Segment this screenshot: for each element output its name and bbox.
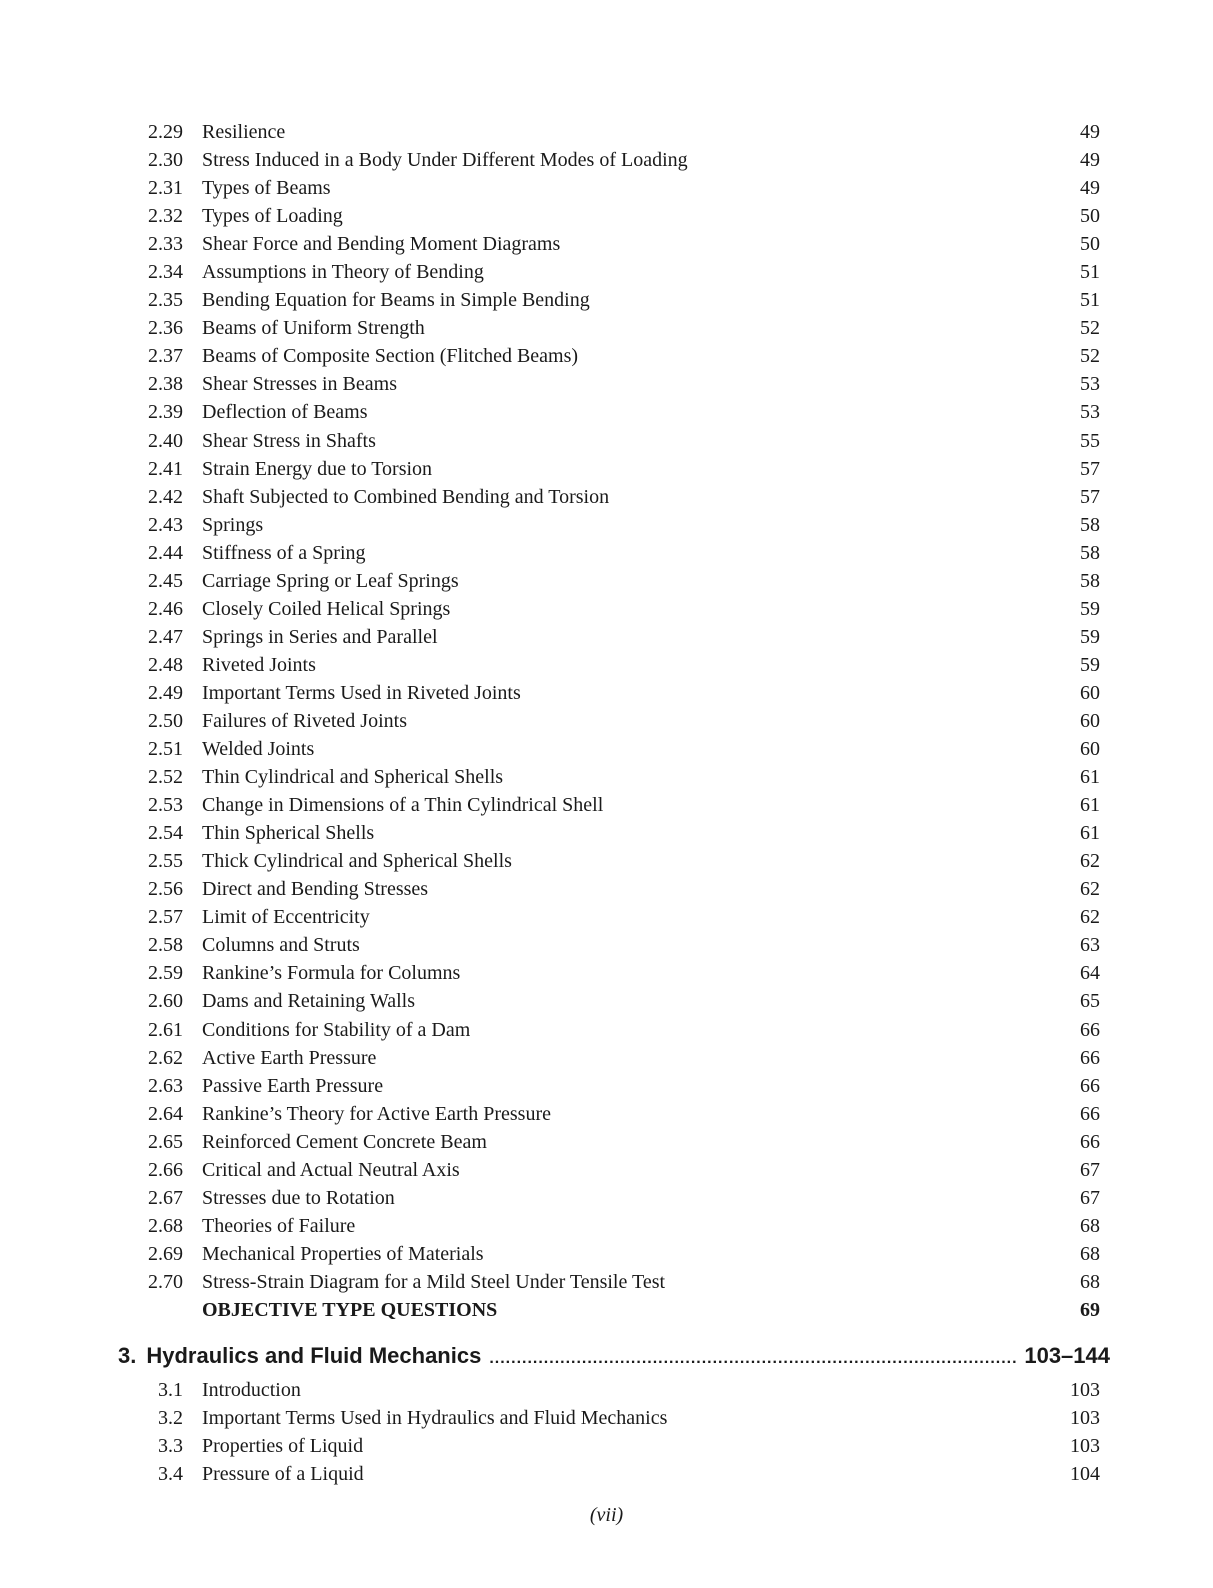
entry-title: Shear Stresses in Beams — [202, 373, 397, 396]
toc-entry — [0, 1072, 1213, 1100]
entry-title: Columns and Struts — [202, 934, 360, 957]
entry-title: Thick Cylindrical and Spherical Shells — [202, 850, 512, 873]
toc-entry — [0, 959, 1213, 987]
toc-entry — [0, 483, 1213, 511]
entry-number: 2.43 — [148, 513, 183, 536]
entry-title: Thin Cylindrical and Spherical Shells — [202, 766, 504, 789]
entry-page: 57 — [1080, 457, 1100, 480]
entry-number: 2.54 — [148, 822, 183, 845]
entry-title: Rankine’s Formula for Columns — [202, 962, 461, 985]
entry-number: 2.30 — [148, 149, 183, 172]
entry-title: Assumptions in Theory of Bending — [202, 261, 484, 284]
entry-title: Rankine’s Theory for Active Earth Pressure — [202, 1102, 551, 1125]
entry-page: 52 — [1080, 317, 1100, 340]
entry-title: Beams of Composite Section (Flitched Beams) — [202, 345, 579, 368]
entry-number: 3.3 — [158, 1435, 183, 1458]
toc-entry — [0, 1404, 1213, 1432]
toc-entry — [0, 1128, 1213, 1156]
entry-title: Shear Stress in Shafts — [202, 429, 376, 452]
toc-entry — [0, 1100, 1213, 1128]
entry-number: 2.34 — [148, 261, 183, 284]
entry-page: 61 — [1080, 822, 1100, 845]
entry-title: Mechanical Properties of Materials — [202, 1242, 484, 1265]
toc-entry — [0, 539, 1213, 567]
entry-number: 3.2 — [158, 1407, 183, 1430]
entry-page: 104 — [1070, 1463, 1100, 1486]
entry-number: 2.36 — [148, 317, 183, 340]
entry-title: Introduction — [202, 1379, 301, 1401]
entry-title: Resilience — [202, 121, 286, 143]
chapter-entries — [0, 1376, 1213, 1488]
chapter-heading — [118, 1340, 1110, 1372]
entry-title: Beams of Uniform Strength — [202, 317, 425, 340]
entry-page: 66 — [1080, 1018, 1100, 1041]
entry-title: Types of Beams — [202, 177, 331, 200]
page-number-footer: (vii) — [589, 1504, 624, 1526]
entry-page: 68 — [1080, 1214, 1100, 1237]
entry-page: 60 — [1080, 681, 1100, 704]
entry-number: 2.51 — [148, 738, 183, 761]
entry-title: Shaft Subjected to Combined Bending and Torsion — [202, 485, 610, 508]
toc-entry — [0, 370, 1213, 398]
entry-page: 58 — [1080, 569, 1100, 592]
entry-number: 2.61 — [148, 1018, 183, 1041]
entry-title: Carriage Spring or Leaf Springs — [202, 569, 459, 592]
entry-number: 2.45 — [148, 569, 183, 592]
entry-title: Important Terms Used in Riveted Joints — [202, 681, 521, 704]
toc-entry — [0, 987, 1213, 1015]
entry-number: 2.70 — [148, 1270, 183, 1293]
entry-number: 2.37 — [148, 345, 183, 368]
entry-number: 2.55 — [148, 850, 183, 873]
entry-number: 2.66 — [148, 1158, 183, 1181]
entry-page: 49 — [1080, 177, 1100, 200]
entry-title: Failures of Riveted Joints — [202, 709, 407, 732]
entry-title: Strain Energy due to Torsion — [202, 457, 433, 480]
entry-page: 62 — [1080, 878, 1100, 901]
toc-entry — [0, 427, 1213, 455]
entry-number: 2.63 — [148, 1074, 183, 1097]
entry-title: Change in Dimensions of a Thin Cylindrical Shell — [202, 794, 604, 817]
toc-entry — [0, 258, 1213, 286]
entry-title: Stress-Strain Diagram for a Mild Steel Under Tensile Test — [202, 1270, 666, 1293]
entry-page: 65 — [1080, 990, 1100, 1013]
entry-page: 61 — [1080, 766, 1100, 789]
entry-title: Springs in Series and Parallel — [202, 625, 438, 648]
entry-page: 62 — [1080, 850, 1100, 873]
entry-number: 2.64 — [148, 1102, 183, 1125]
entry-page: 53 — [1080, 373, 1100, 396]
entry-number: 2.60 — [148, 990, 183, 1013]
entry-title: Closely Coiled Helical Springs — [202, 597, 451, 620]
entry-title: Critical and Actual Neutral Axis — [202, 1158, 460, 1181]
toc-entry — [0, 1044, 1213, 1072]
entry-number: 2.38 — [148, 373, 183, 396]
entry-number: 2.32 — [148, 205, 183, 228]
toc-entry — [0, 1212, 1213, 1240]
toc-entry — [0, 1016, 1213, 1044]
entry-title: Dams and Retaining Walls — [202, 990, 415, 1013]
entry-number: 2.56 — [148, 878, 183, 901]
toc-entry — [0, 1376, 1213, 1404]
entry-number: 2.53 — [148, 794, 183, 817]
toc-entry — [0, 875, 1213, 903]
toc-entry — [0, 202, 1213, 230]
entry-number: 2.58 — [148, 934, 183, 957]
entry-page: 66 — [1080, 1046, 1100, 1069]
entry-page: 49 — [1080, 121, 1100, 143]
toc-entry — [0, 567, 1213, 595]
entry-page: 50 — [1080, 233, 1100, 256]
entry-page: 64 — [1080, 962, 1100, 985]
entry-number: 2.33 — [148, 233, 183, 256]
entry-page: 59 — [1080, 625, 1100, 648]
entry-number: 2.67 — [148, 1186, 183, 1209]
entry-title: Properties of Liquid — [202, 1435, 364, 1458]
entry-page: 66 — [1080, 1130, 1100, 1153]
toc-entry — [0, 398, 1213, 426]
entry-title: Important Terms Used in Hydraulics and Fluid Mechanics — [202, 1407, 668, 1430]
toc-entry — [0, 286, 1213, 314]
entry-title: Reinforced Cement Concrete Beam — [202, 1130, 487, 1153]
toc-entry — [0, 847, 1213, 875]
toc-entry — [0, 1156, 1213, 1184]
entry-number: 2.49 — [148, 681, 183, 704]
entry-number: 2.47 — [148, 625, 183, 648]
entry-page: 58 — [1080, 513, 1100, 536]
toc-entry — [0, 1432, 1213, 1460]
entry-title: Springs — [202, 513, 264, 536]
entry-page: 69 — [1080, 1298, 1100, 1321]
entry-page: 60 — [1080, 738, 1100, 761]
toc-entries — [0, 118, 1213, 1324]
entry-title: Stresses due to Rotation — [202, 1186, 395, 1209]
entry-page: 49 — [1080, 149, 1100, 172]
entry-page: 57 — [1080, 485, 1100, 508]
entry-number: 2.42 — [148, 485, 183, 508]
entry-title: Deflection of Beams — [202, 401, 368, 424]
entry-page: 62 — [1080, 906, 1100, 929]
entry-page: 58 — [1080, 541, 1100, 564]
entry-page: 103 — [1070, 1407, 1100, 1430]
entry-number: 2.68 — [148, 1214, 183, 1237]
chapter-title: Hydraulics and Fluid Mechanics — [146, 1343, 482, 1368]
entry-title: Pressure of a Liquid — [202, 1463, 364, 1486]
entry-number: 2.59 — [148, 962, 183, 985]
toc-entry — [0, 314, 1213, 342]
entry-page: 52 — [1080, 345, 1100, 368]
toc-entry — [0, 903, 1213, 931]
entry-title: Bending Equation for Beams in Simple Bending — [202, 289, 590, 312]
dot-leader — [489, 1343, 1016, 1375]
entry-page: 60 — [1080, 709, 1100, 732]
entry-page: 51 — [1080, 261, 1100, 284]
toc-entry — [0, 623, 1213, 651]
toc-entry — [0, 707, 1213, 735]
toc-entry — [0, 819, 1213, 847]
entry-page: 103 — [1070, 1435, 1100, 1458]
entry-number: 2.46 — [148, 597, 183, 620]
entry-number: 2.44 — [148, 541, 183, 564]
entry-number: 2.65 — [148, 1130, 183, 1153]
entry-page: 59 — [1080, 653, 1100, 676]
entry-page: 66 — [1080, 1102, 1100, 1125]
entry-page: 68 — [1080, 1270, 1100, 1293]
entry-title: Direct and Bending Stresses — [202, 878, 429, 901]
toc-entry — [0, 1240, 1213, 1268]
toc-entry — [0, 1184, 1213, 1212]
entry-number: 2.50 — [148, 709, 183, 732]
entry-title: Active Earth Pressure — [202, 1046, 377, 1069]
toc-entry — [0, 146, 1213, 174]
toc-entry — [0, 791, 1213, 819]
toc-entry — [0, 455, 1213, 483]
entry-number: 2.41 — [148, 457, 183, 480]
toc-entry — [0, 118, 1213, 146]
entry-title: Limit of Eccentricity — [202, 906, 370, 929]
entry-number: 2.69 — [148, 1242, 183, 1265]
entry-number: 2.48 — [148, 653, 183, 676]
entry-page: 66 — [1080, 1074, 1100, 1097]
entry-page: 67 — [1080, 1186, 1100, 1209]
entry-page: 68 — [1080, 1242, 1100, 1265]
entry-title: Riveted Joints — [202, 653, 316, 676]
toc-entry — [0, 174, 1213, 202]
entry-page: 67 — [1080, 1158, 1100, 1181]
entry-number: 2.39 — [148, 401, 183, 424]
entry-page: 61 — [1080, 794, 1100, 817]
entry-page: 63 — [1080, 934, 1100, 957]
entry-title: Thin Spherical Shells — [202, 822, 375, 845]
entry-page: 55 — [1080, 429, 1100, 452]
entry-page: 103 — [1070, 1379, 1100, 1401]
entry-title: Stiffness of a Spring — [202, 541, 366, 564]
entry-title: Welded Joints — [202, 738, 315, 761]
toc-entry — [0, 763, 1213, 791]
entry-title: Theories of Failure — [202, 1214, 356, 1237]
entry-number: 2.57 — [148, 906, 183, 929]
entry-title: Types of Loading — [202, 205, 343, 228]
entry-page: 50 — [1080, 205, 1100, 228]
entry-title: Passive Earth Pressure — [202, 1074, 384, 1097]
entry-page: 51 — [1080, 289, 1100, 312]
toc-entry — [0, 1460, 1213, 1488]
toc-entry-objective-questions — [0, 1296, 1213, 1324]
entry-number: 2.35 — [148, 289, 183, 312]
entry-number: 2.52 — [148, 766, 183, 789]
chapter-page-range: 103–144 — [1024, 1343, 1110, 1368]
entry-number: 2.29 — [148, 121, 183, 143]
entry-number: 2.31 — [148, 177, 183, 200]
entry-number: 3.4 — [158, 1463, 183, 1486]
toc-entry — [0, 735, 1213, 763]
entry-page: 53 — [1080, 401, 1100, 424]
entry-number: 3.1 — [158, 1379, 183, 1401]
toc-entry — [0, 595, 1213, 623]
toc-entry — [0, 651, 1213, 679]
toc-entry — [0, 511, 1213, 539]
chapter-number: 3. — [118, 1343, 137, 1368]
entry-title: Shear Force and Bending Moment Diagrams — [202, 233, 561, 256]
entry-title: Stress Induced in a Body Under Different Modes of Loading — [202, 149, 688, 172]
entry-title: OBJECTIVE TYPE QUESTIONS — [202, 1298, 498, 1321]
entry-title: Conditions for Stability of a Dam — [202, 1018, 471, 1041]
toc-entry — [0, 1268, 1213, 1296]
toc-entry — [0, 931, 1213, 959]
entry-number: 2.40 — [148, 429, 183, 452]
entry-page: 59 — [1080, 597, 1100, 620]
toc-entry — [0, 679, 1213, 707]
entry-number: 2.62 — [148, 1046, 183, 1069]
toc-entry — [0, 230, 1213, 258]
toc-entry — [0, 342, 1213, 370]
